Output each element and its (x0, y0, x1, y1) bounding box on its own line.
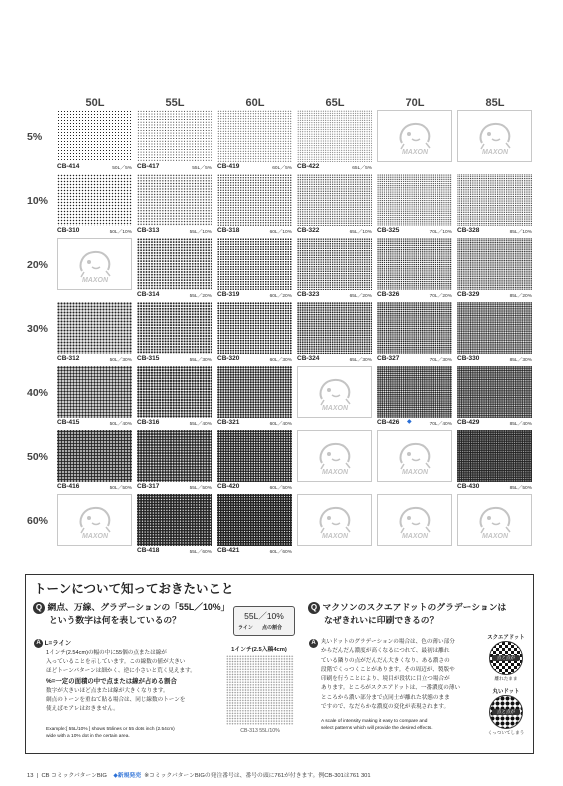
swatch-label (137, 546, 212, 556)
product-code: CB-316 (137, 419, 160, 426)
sample-swatch (226, 655, 294, 725)
column-header-50L: 50L (85, 97, 105, 109)
swatch-label (57, 482, 132, 492)
tone-swatch-pattern (137, 430, 212, 482)
product-code: CB-323 (297, 291, 320, 298)
line-percent-spec: 70L／30% (429, 358, 452, 363)
maxon-logo-icon (377, 430, 452, 482)
tone-swatch (377, 174, 452, 236)
row-header-30pct: 30% (27, 323, 49, 335)
answer-1-heading2: %=一定の面積の中で点または線が占める割合 (46, 678, 177, 685)
line-percent-spec: 85L／40% (509, 422, 532, 427)
maxon-logo-placeholder (377, 110, 452, 172)
swatch-label (137, 226, 212, 236)
tone-swatch-pattern (217, 302, 292, 354)
new-release-note: ◆新規発売 (113, 773, 141, 779)
maxon-logo-placeholder (297, 366, 372, 428)
product-code: CB-314 (137, 291, 160, 298)
tone-swatch (297, 174, 372, 236)
square-dot-center-label: 点と点が (492, 655, 520, 661)
text-line: 入っていることを示しています。この線数の値が大きい (46, 659, 186, 665)
svg-text:MAXON: MAXON (81, 533, 109, 540)
sample-caption: CB-313 55L/10% (240, 728, 280, 734)
swatch-label (217, 226, 292, 236)
tone-swatch-pattern (137, 238, 212, 290)
product-code: CB-416 (57, 483, 80, 490)
tone-swatch-pattern (297, 302, 372, 354)
round-dot-caption: くっついてしまう (487, 730, 525, 735)
tone-swatch (217, 430, 292, 492)
product-code: CB-421 (217, 547, 240, 554)
text-line: Example:[ 55L/10% ] shows 55lines or 55 dots inch (2.54cm) (46, 727, 175, 732)
line-percent-spec: 65L／5% (352, 166, 372, 171)
product-code: CB-319 (217, 291, 240, 298)
maxon-logo-icon (297, 366, 372, 418)
text-line: wide with a 10% dot in the certain area. (46, 733, 130, 739)
maxon-logo-placeholder (297, 494, 372, 556)
line-percent-spec: 55L／10% (189, 230, 212, 235)
text-line: select patterns which will provide the desired effects. (321, 725, 433, 731)
tone-swatch-pattern (457, 430, 532, 482)
new-diamond-icon: ◆ (407, 419, 412, 425)
product-code: CB-325 (377, 227, 400, 234)
question-2: Q マクソンのスクエアドットのグラデーションは なぜきれいに印刷できるの？ (308, 601, 506, 626)
line-percent-spec: 50L／50% (109, 486, 132, 491)
text-line: ほどトーンパターンは細かく、逆に小さいと荒く見えます。 (46, 668, 196, 674)
swatch-label (217, 162, 292, 172)
product-code: CB-318 (217, 227, 240, 234)
product-code: CB-417 (137, 163, 160, 170)
tone-swatch-pattern (377, 174, 452, 226)
tone-swatch-pattern (457, 238, 532, 290)
line-percent-spec: 55L／30% (189, 358, 212, 363)
sample-label: 1インチ(2.5入稿4cm) (231, 647, 287, 653)
tone-swatch (377, 366, 452, 428)
svg-text:MAXON: MAXON (401, 149, 429, 156)
swatch-label (297, 354, 372, 364)
line-percent-spec: 55L／40% (189, 422, 212, 427)
tone-swatch (137, 174, 212, 236)
answer-1-english (46, 727, 175, 740)
line-percent-spec: 60L／40% (269, 422, 292, 427)
page-number: 13 (27, 773, 34, 779)
maxon-logo-icon (457, 494, 532, 546)
row-header-20pct: 20% (27, 259, 49, 271)
product-code: CB-322 (297, 227, 320, 234)
swatch-label (217, 418, 292, 428)
product-code: CB-321 (217, 419, 240, 426)
swatch-label (57, 226, 132, 236)
maxon-logo-placeholder (297, 430, 372, 492)
swatch-label (217, 290, 292, 300)
swatch-label (137, 354, 212, 364)
maxon-logo-icon (377, 110, 452, 162)
maxon-logo-placeholder (377, 430, 452, 492)
maxon-logo-placeholder (57, 238, 132, 300)
tone-swatch-pattern (57, 430, 132, 482)
row-header-50pct: 50% (27, 451, 49, 463)
q-icon: Q (308, 602, 320, 614)
text-line: あります。ところがスクエアドットは、一番濃度の薄い (321, 685, 461, 692)
product-code: CB-329 (457, 291, 480, 298)
maxon-logo-placeholder (57, 494, 132, 556)
line-percent-spec: 50L／5% (112, 166, 132, 171)
swatch-label (377, 290, 452, 300)
tone-swatch (57, 110, 132, 172)
line-percent-spec: 50L／30% (109, 358, 132, 363)
swatch-label (457, 482, 532, 492)
line-percent-spec: 60L／20% (269, 294, 292, 299)
tone-swatch (137, 494, 212, 556)
product-code: CB-330 (457, 355, 480, 362)
product-code: CB-418 (137, 547, 160, 554)
product-code: CB-419 (217, 163, 240, 170)
tone-swatch-pattern (57, 302, 132, 354)
column-header-55L: 55L (165, 97, 185, 109)
maxon-logo-icon (297, 430, 372, 482)
product-code: CB-426 (377, 419, 400, 426)
order-note: ※コミックパターンBIGの発注番号は、番号の頭に761が付きます。例CB-301は761 301 (144, 773, 371, 779)
text-line: 使えばモアレはおきません。 (46, 706, 119, 712)
line-percent-spec: 65L／30% (349, 358, 372, 363)
question-1: Q 網点、万線、グラデーションの「55L／10%」 という数字は何を表しているの？ (33, 601, 229, 626)
svg-text:MAXON: MAXON (321, 533, 349, 540)
swatch-label (57, 418, 132, 428)
swatch-label (57, 162, 132, 172)
product-code: CB-310 (57, 227, 80, 234)
tone-swatch-pattern (377, 238, 452, 290)
info-title: トーンについて知っておきたいこと (34, 582, 234, 596)
tone-swatch (217, 238, 292, 300)
product-code: CB-327 (377, 355, 400, 362)
product-code: CB-420 (217, 483, 240, 490)
tone-swatch-pattern (217, 238, 292, 290)
swatch-label (217, 482, 292, 492)
svg-text:MAXON: MAXON (401, 469, 429, 476)
product-code: CB-422 (297, 163, 320, 170)
tone-swatch (57, 174, 132, 236)
round-dot-title: 丸いドット (492, 689, 520, 695)
swatch-label (457, 226, 532, 236)
swatch-label (137, 162, 212, 172)
tone-swatch-pattern (377, 366, 452, 418)
line-percent-spec: 65L／20% (349, 294, 372, 299)
tone-swatch-pattern (457, 366, 532, 418)
q-icon: Q (33, 602, 45, 614)
tone-swatch-pattern (297, 174, 372, 226)
swatch-label (457, 290, 532, 300)
tone-swatch (377, 238, 452, 300)
product-code: CB-328 (457, 227, 480, 234)
line-percent-spec: 50L／40% (109, 422, 132, 427)
tone-swatch-pattern (57, 366, 132, 418)
column-header-70L: 70L (405, 97, 425, 109)
tone-swatch-pattern (217, 494, 292, 546)
swatch-label (137, 482, 212, 492)
swatch-label (57, 354, 132, 364)
line-percent-spec: 85L／30% (509, 358, 532, 363)
line-percent-spec: 70L／10% (429, 230, 452, 235)
swatch-label (297, 290, 372, 300)
tone-swatch-pattern (57, 174, 132, 226)
a-icon: A (34, 639, 43, 648)
tone-swatch (137, 302, 212, 364)
swatch-label (137, 290, 212, 300)
product-code: CB-415 (57, 419, 80, 426)
maxon-logo-icon (377, 494, 452, 546)
a-icon: A (309, 639, 318, 648)
tone-swatch (57, 366, 132, 428)
text-line: 段階でくっつくことがあります。その周辺が、製版や (321, 666, 455, 673)
swatch-label (377, 226, 452, 236)
tone-swatch (377, 302, 452, 364)
svg-text:MAXON: MAXON (401, 533, 429, 540)
product-code: CB-430 (457, 483, 480, 490)
answer-1-text-2 (46, 687, 185, 714)
square-dot-caption: 離れたまま (494, 676, 518, 681)
line-percent-spec: 60L／5% (272, 166, 292, 171)
product-code: CB-315 (137, 355, 160, 362)
maxon-logo-placeholder (457, 110, 532, 172)
tone-swatch-pattern (377, 302, 452, 354)
swatch-label (377, 354, 452, 364)
footer: 13 | CB コミックパターンBIG ◆新規発売 ※コミックパターンBIGの発注番号は、番号の頭に761が付きます。例CB-301は761 301 (27, 773, 371, 779)
product-code: CB-320 (217, 355, 240, 362)
tone-swatch (217, 366, 292, 428)
column-header-65L: 65L (325, 97, 345, 109)
tone-swatch-pattern (217, 174, 292, 226)
tone-swatch (137, 110, 212, 172)
tone-swatch-pattern (137, 110, 212, 162)
tone-swatch (217, 302, 292, 364)
column-header-85L: 85L (485, 97, 505, 109)
line-percent-spec: 85L／10% (509, 230, 532, 235)
line-percent-spec: 60L／10% (269, 230, 292, 235)
product-code: CB-324 (297, 355, 320, 362)
line-percent-spec: 55L／5% (192, 166, 212, 171)
swatch-label (217, 546, 292, 556)
tone-swatch (57, 302, 132, 364)
line-percent-spec: 70L／40% (429, 422, 452, 427)
swatch-label (377, 418, 452, 428)
svg-text:MAXON: MAXON (481, 149, 509, 156)
tone-swatch-pattern (137, 494, 212, 546)
text-line: からだんだん濃度が高くなるにつれて、最初は離れ (321, 648, 450, 655)
tone-swatch (457, 430, 532, 492)
text-line: A scale of intensity making it easy to compare and (321, 719, 428, 724)
tone-swatch-pattern (457, 174, 532, 226)
row-header-40pct: 40% (27, 387, 49, 399)
svg-text:MAXON: MAXON (481, 533, 509, 540)
text-line: 1インチ(2.54cm)の幅の中に55個の点または線が (46, 650, 167, 656)
text-line: ている隣りの点がだんだん大きくなり、ある濃さの (321, 657, 450, 664)
line-percent-spec: 65L／10% (349, 230, 372, 235)
swatch-label (137, 418, 212, 428)
tone-swatch (57, 430, 132, 492)
text-line: 網点のトーンを重ねて貼る場合は、同じ線数のトーンを (46, 697, 186, 703)
tone-swatch (137, 430, 212, 492)
tone-swatch (457, 302, 532, 364)
tone-swatch-pattern (297, 238, 372, 290)
swatch-label (457, 354, 532, 364)
line-percent-spec: 70L／20% (429, 294, 452, 299)
answer-2-english (321, 719, 433, 732)
tone-swatch-pattern (137, 174, 212, 226)
maxon-logo-icon (57, 238, 132, 290)
tone-swatch-pattern (217, 110, 292, 162)
line-percent-spec: 85L／50% (509, 486, 532, 491)
maxon-logo-icon (57, 494, 132, 546)
product-code: CB-414 (57, 163, 80, 170)
svg-text:MAXON: MAXON (321, 469, 349, 476)
row-header-10pct: 10% (27, 195, 49, 207)
swatch-label (297, 162, 372, 172)
tone-swatch (217, 174, 292, 236)
maxon-logo-placeholder (377, 494, 452, 556)
line-percent-spec: 55L／50% (189, 486, 212, 491)
series-name: CB コミックパターンBIG (41, 773, 107, 779)
product-code: CB-313 (137, 227, 160, 234)
answer-1: A L=ライン (34, 639, 71, 649)
line-percent-spec: 85L／20% (509, 294, 532, 299)
answer-2 (309, 639, 318, 649)
text-line: 丸いドットのグラデーションの場合は、色の薄い部分 (321, 639, 455, 645)
line-percent-spec: 55L／60% (189, 550, 212, 555)
tone-swatch (217, 110, 292, 172)
swatch-label (217, 354, 292, 364)
line-percent-spec: 50L／10% (109, 230, 132, 235)
product-code: CB-429 (457, 419, 480, 426)
tone-swatch (217, 494, 292, 556)
tone-swatch (457, 238, 532, 300)
tone-swatch (297, 110, 372, 172)
square-dot-title: スクエアドット (487, 635, 525, 641)
row-header-60pct: 60% (27, 515, 49, 527)
answer-1-text (46, 649, 196, 676)
product-code: CB-312 (57, 355, 80, 362)
swatch-label (297, 226, 372, 236)
tone-swatch (297, 302, 372, 364)
line-percent-badge: 55L／10% ライン 点の割合 (233, 606, 295, 636)
round-dot-center-label: 点と点が (492, 709, 520, 715)
tone-swatch-pattern (457, 302, 532, 354)
column-header-60L: 60L (245, 97, 265, 109)
tone-swatch (137, 366, 212, 428)
maxon-logo-placeholder (457, 494, 532, 556)
tone-swatch (457, 174, 532, 236)
tone-swatch-pattern (297, 110, 372, 162)
line-percent-spec: 60L／60% (269, 550, 292, 555)
answer-2-text (321, 638, 460, 712)
line-percent-spec: 60L／30% (269, 358, 292, 363)
tone-swatch-pattern (137, 366, 212, 418)
tone-swatch-pattern (217, 430, 292, 482)
product-code: CB-317 (137, 483, 160, 490)
svg-text:MAXON: MAXON (81, 277, 109, 284)
row-header-5pct: 5% (27, 131, 43, 143)
text-line: ですので、なだらかな濃度の変化が表現されます。 (321, 704, 450, 711)
line-percent-spec: 60L／50% (269, 486, 292, 491)
tone-swatch-pattern (137, 302, 212, 354)
tone-swatch (137, 238, 212, 300)
text-line: ところから濃い部分まで点同士が離れた状態のまま (321, 694, 450, 701)
line-percent-spec: 55L／20% (189, 294, 212, 299)
product-code: CB-326 (377, 291, 400, 298)
tone-swatch-pattern (217, 366, 292, 418)
tone-swatch (297, 238, 372, 300)
swatch-label (457, 418, 532, 428)
svg-text:MAXON: MAXON (321, 405, 349, 412)
maxon-logo-icon (297, 494, 372, 546)
text-line: 数字が大きいほど点または線が大きくなります。 (46, 688, 169, 694)
info-box (25, 574, 534, 754)
text-line: 印刷を行うことにより、境目が段状に目立つ場合が (321, 676, 450, 683)
tone-swatch (457, 366, 532, 428)
maxon-logo-icon (457, 110, 532, 162)
tone-swatch-pattern (57, 110, 132, 162)
